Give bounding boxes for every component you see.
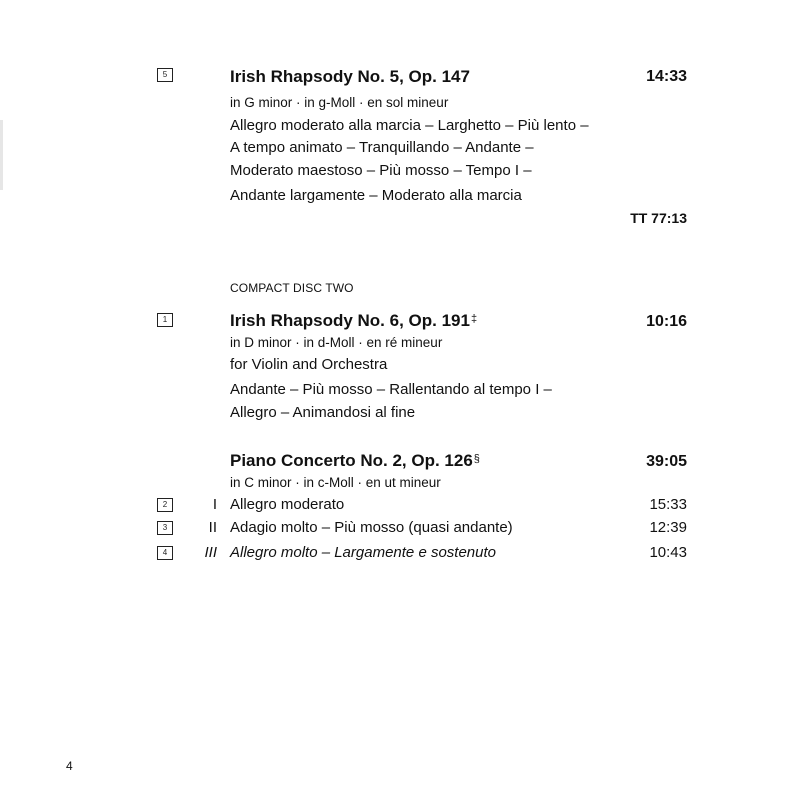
work-title [230,310,477,332]
total-time: TT 77:13 [630,210,687,226]
track-number-box: 4 [157,546,173,560]
work-duration: 39:05 [646,453,687,470]
footnote-mark: ‡ [470,313,478,325]
work-key: in D minor · in d-Moll · en ré mineur [230,335,443,350]
track-number-box: 3 [157,521,173,535]
work-key: in G minor · in g-Moll · en sol mineur [230,95,449,110]
movement-duration: 12:39 [649,519,687,536]
description-line: for Violin and Orchestra [230,356,388,373]
work-title [230,66,470,88]
page-number: 4 [66,759,73,773]
track-number-box: 2 [157,498,173,512]
movement-duration: 15:33 [649,496,687,513]
tempo-line: A tempo animato – Tranquillando – Andante – [230,139,534,156]
movement-title: Allegro molto – Largamente e sostenuto [230,544,496,561]
section-heading: COMPACT DISC TWO [230,281,354,295]
movement-title: Adagio molto – Più mosso (quasi andante) [230,519,513,536]
track-number-box: 5 [157,68,173,82]
track-number-box: 1 [157,313,173,327]
movement-title: Allegro moderato [230,496,345,513]
tempo-line: Allegro – Animandosi al fine [230,404,416,421]
work-title-text: Piano Concerto No. 2, Op. 126 [230,451,473,470]
tempo-line: Moderato maestoso – Più mosso – Tempo I – [230,162,532,179]
work-key: in C minor · in c-Moll · en ut mineur [230,475,441,490]
movement-numeral: II [208,519,217,536]
movement-numeral: III [204,544,217,561]
work-title [230,450,480,472]
edge-mark [0,120,3,190]
tempo-line: Andante largamente – Moderato alla marcia [230,187,522,204]
work-duration: 10:16 [646,313,687,330]
movement-numeral: I [212,496,217,513]
work-duration: 14:33 [646,68,687,85]
footnote-mark: § [473,453,480,465]
tempo-line: Allegro moderato alla marcia – Larghetto – Più lento – [230,117,589,134]
movement-duration: 10:43 [649,544,687,561]
work-title-text: Irish Rhapsody No. 6, Op. 191 [230,311,470,330]
tempo-line: Andante – Più mosso – Rallentando al tempo I – [230,381,552,398]
work-title-text: Irish Rhapsody No. 5, Op. 147 [230,67,470,86]
